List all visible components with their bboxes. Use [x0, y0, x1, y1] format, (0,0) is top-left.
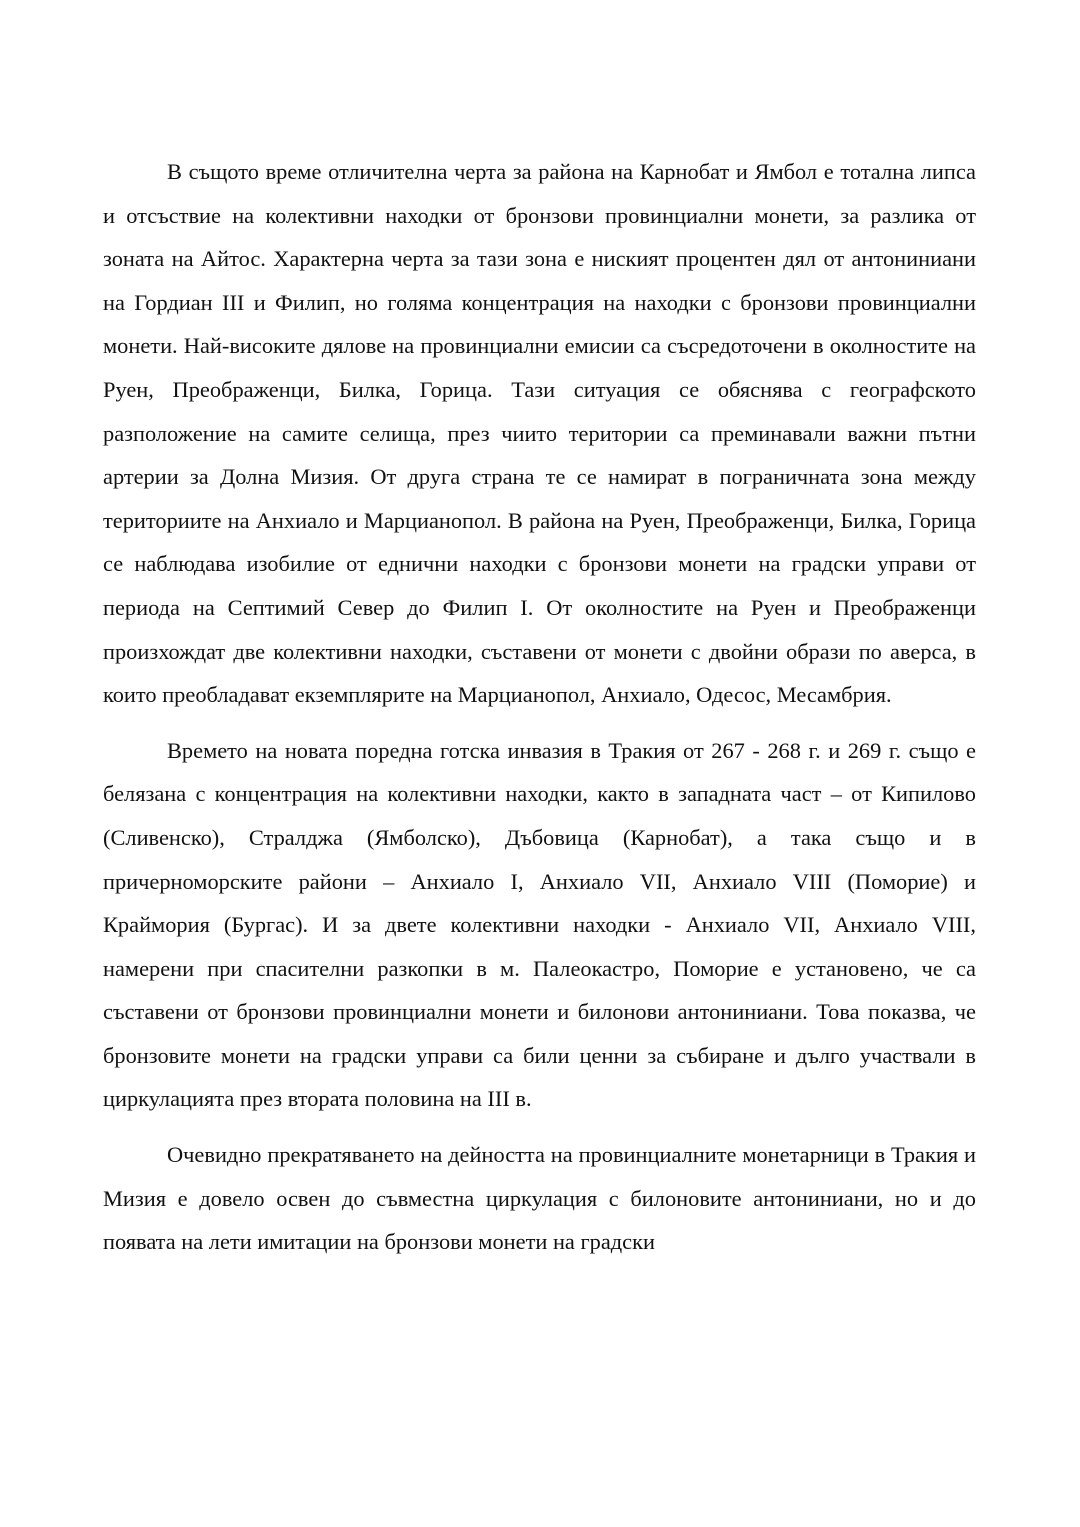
- body-text: [103, 150, 976, 1264]
- paragraph-1: В същото време отличителна черта за района на Карнобат и Ямбол е тотална липса и отсъствие на колективни находки от бронзови провинциални монети, за разлика от зоната на Айтос. Характерна черта за тази зона е ниският процентен дял от антониниани на Гордиан III и Филип, но голяма концентрация на находки с бронзови провинциални монети. Най-високите дялове на провинциални емисии са съсредоточени в околностите на Руен, Преображенци, Билка, Горица. Тази ситуация се обяснява с географското разположение на самите селища, през чиито територии са преминавали важни пътни артерии за Долна Мизия. От друга страна те се намират в пограничната зона между териториите на Анхиало и Марцианопол. В района на Руен, Преображенци, Билка, Горица се наблюдава изобилие от еднични находки с бронзови монети на градски управи от периода на Септимий Север до Филип I. От околностите на Руен и Преображенци произхождат две колективни находки, съставени от монети с двойни образи по аверса, в които преобладават екземплярите на Марцианопол, Анхиало, Одесос, Месамбрия.: [103, 159, 976, 708]
- paragraph-2: Времето на новата поредна готска инвазия в Тракия от 267 - 268 г. и 269 г. също е белязана с концентрация на колективни находки, както в западната част – от Кипилово (Сливенско), Стралджа (Ямболско), Дъбовица (Карнобат), а така също и в причерноморските райони – Анхиало I, Анхиало VII, Анхиало VIII (Поморие) и Краймория (Бургас). И за двете колективни находки - Анхиало VII, Анхиало VIII, намерени при спасителни разкопки в м. Палеокастро, Поморие е установено, че са съставени от бронзови провинциални монети и билонови антониниани. Това показва, че бронзовите монети на градски управи са били ценни за събиране и дълго участвали в циркулацията през втората половина на III в.: [103, 737, 976, 1112]
- paragraph-3: Очевидно прекратяването на дейността на провинциалните монетарници в Тракия и Мизия е довело освен до съвместна циркулация с билоновите антониниани, но и до появата на лети имитации на бронзови монети на градски: [103, 1142, 976, 1255]
